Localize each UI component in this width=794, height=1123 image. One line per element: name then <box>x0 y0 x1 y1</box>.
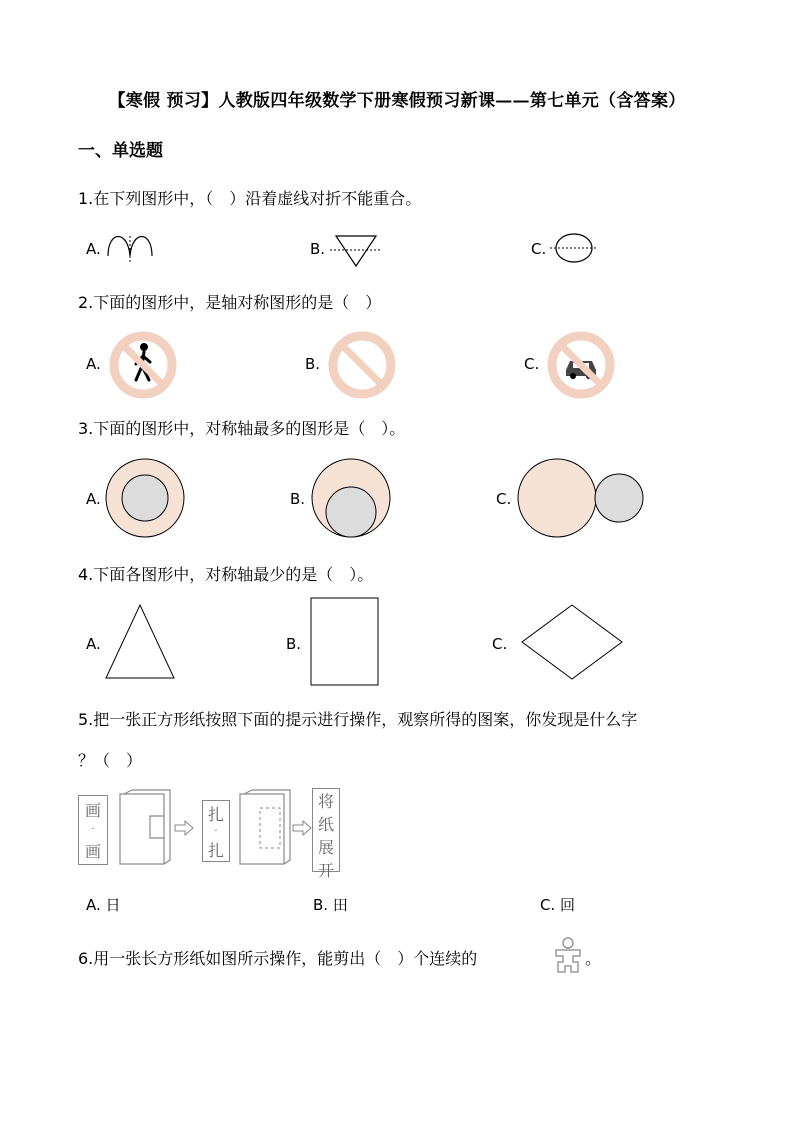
q3-option-c-figure <box>514 455 646 541</box>
question-1: 1.在下列图形中，（ ）沿着虚线对折不能重合。 <box>78 189 422 208</box>
q5-option-b: B. 田 <box>313 896 348 914</box>
q4-option-c-label: C. <box>492 635 508 653</box>
q5-unfold-char-2: 纸 <box>317 815 334 834</box>
q5-step5-unfold-box <box>312 788 340 880</box>
q4-option-c-rhombus <box>520 603 624 681</box>
q4-option-a-label: A. <box>86 635 101 653</box>
q4-option-a-triangle <box>102 602 178 682</box>
q3-option-a-figure <box>100 455 190 541</box>
q6-suffix: 。 <box>585 949 602 968</box>
q5-step1-top-char: 画 <box>84 800 101 820</box>
q5-step1-bottom-char: 画 <box>84 842 101 862</box>
q5-unfold-char-3: 展 <box>317 838 334 857</box>
q6-paper-figure-icon <box>553 936 583 976</box>
q5-option-a: A. 日 <box>86 896 121 914</box>
q2-option-c-label: C. <box>524 355 540 373</box>
q5-arrow-icon-1 <box>174 820 194 836</box>
q1-option-a-label: A. <box>86 240 101 258</box>
question-4: 4.下面各图形中，对称轴最少的是（ ）。 <box>78 565 374 584</box>
page-title: 【寒假 预习】人教版四年级数学下册寒假预习新课——第七单元（含答案） <box>108 91 686 111</box>
q2-option-b-prohibition-sign-icon <box>327 330 397 400</box>
question-3: 3.下面的图形中，对称轴最多的图形是（ ）。 <box>78 419 406 438</box>
q5-step1-folded-paper <box>78 795 108 865</box>
q1-option-a-figure <box>104 230 156 266</box>
q2-option-c-no-car-sign-icon <box>546 330 616 400</box>
q3-option-b-figure <box>306 455 396 541</box>
q5-step1-dots: · <box>91 824 95 836</box>
q2-option-a-label: A. <box>86 355 101 373</box>
section-heading: 一、单选题 <box>78 141 163 161</box>
q4-option-b-label: B. <box>286 635 302 653</box>
q1-option-c-figure <box>548 232 600 264</box>
q5-step3-folded-paper <box>202 800 230 862</box>
q2-option-a-pedestrian-sign-icon <box>108 330 178 400</box>
q5-arrow-icon-2 <box>292 820 312 836</box>
q4-option-b-rectangle <box>310 597 380 687</box>
q5-step2-fold-diagram <box>118 788 172 868</box>
q5-step3-dots: · <box>214 825 218 837</box>
q5-option-c: C. 回 <box>540 896 576 914</box>
q1-option-b-label: B. <box>310 240 326 258</box>
q2-option-b-label: B. <box>305 355 321 373</box>
q1-option-b-figure <box>328 230 384 270</box>
question-5-continued: ？（ ） <box>78 751 143 770</box>
q5-unfold-char-4: 开 <box>317 861 334 880</box>
q5-step4-fold-diagram <box>238 788 292 868</box>
q5-unfold-char-1: 将 <box>317 792 334 811</box>
q5-step3-top-char: 扎 <box>207 804 224 824</box>
q3-option-c-label: C. <box>496 490 512 508</box>
q1-option-c-label: C. <box>531 240 547 258</box>
q3-option-b-label: B. <box>290 490 306 508</box>
q3-option-a-label: A. <box>86 490 101 508</box>
question-6: 6.用一张长方形纸如图所示操作，能剪出（ ）个连续的 <box>78 949 478 968</box>
q5-step3-bottom-char: 扎 <box>207 840 224 860</box>
question-2: 2.下面的图形中，是轴对称图形的是（ ） <box>78 293 382 312</box>
question-5: 5.把一张正方形纸按照下面的提示进行操作，观察所得的图案，你发现是什么字 <box>78 710 638 729</box>
